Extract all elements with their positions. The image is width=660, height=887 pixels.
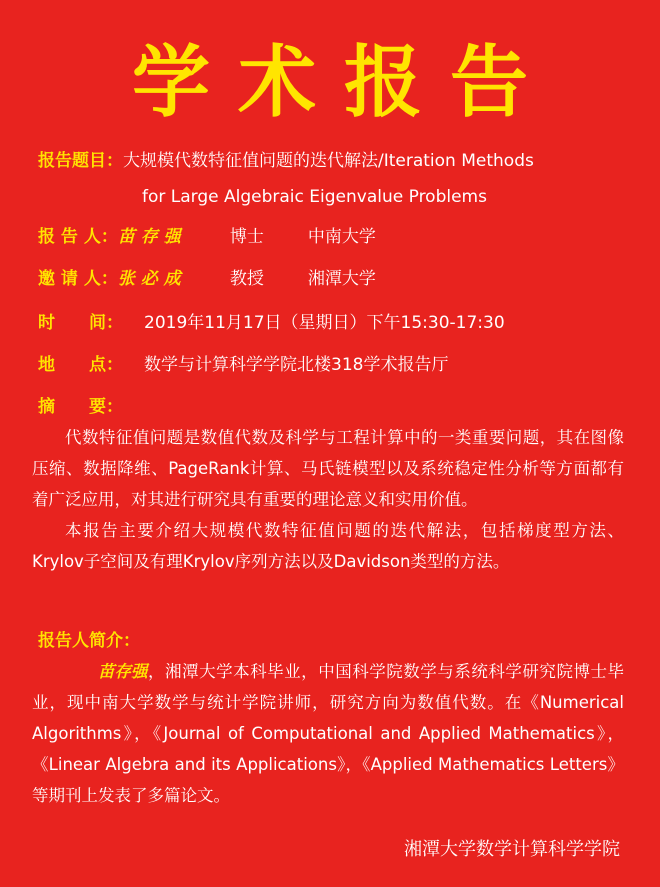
- bio-heading: [38, 630, 140, 652]
- abstract-paragraph-1: 代数特征值问题是数值代数及科学与工程计算中的一类重要问题，其在图像压缩、数据降维、PageRank计算、马氏链模型以及系统稳定性分析等方面都有着广泛应用，对其进行研究具有重要的理论意义和实用价值。: [32, 428, 624, 509]
- inviter-row: [38, 268, 376, 290]
- topic-line2-row: [142, 186, 487, 208]
- bio-name: 苗存强: [98, 662, 148, 681]
- time-label: 时 间：: [38, 313, 123, 333]
- speaker-row: [38, 226, 376, 248]
- topic-line1: 大规模代数特征值问题的迭代解法/Iteration Methods: [123, 151, 534, 171]
- place-row: [38, 354, 448, 376]
- abstract-label: 摘 要：: [38, 397, 123, 417]
- footer-org: 湘潭大学数学计算科学学院: [404, 839, 620, 860]
- abstract-paragraph-2: 本报告主要介绍大规模代数特征值问题的迭代解法，包括梯度型方法、Krylov子空间及有理Krylov序列方法以及Davidson类型的方法。: [32, 521, 624, 571]
- inviter-name: 张 必 成: [117, 269, 181, 289]
- bio-body: [32, 656, 624, 811]
- speaker-title: 博士: [229, 227, 264, 247]
- time-row: [38, 312, 505, 334]
- bio-label: 报告人简介：: [38, 631, 140, 651]
- bio-text: ，湘潭大学本科毕业，中国科学院数学与系统科学研究院博士毕业，现中南大学数学与统计学院讲师，研究方向为数值代数。在《Numerical Algorithms》，《Journal of Computational and Applied Mathematics》，《Linear Algebra and its Applications》，《Applied Mathematics Letters》等期刊上发表了多篇论文。: [32, 662, 624, 805]
- inviter-title: 教授: [229, 269, 264, 289]
- topic-label: 报告题目：: [38, 151, 123, 171]
- place-label: 地 点：: [38, 355, 123, 375]
- speaker-label: 报 告 人：: [38, 227, 118, 247]
- abstract-body: [32, 422, 624, 577]
- topic-row: [38, 150, 534, 172]
- speaker-org: 中南大学: [307, 227, 376, 247]
- poster-title: 学术报告: [131, 38, 556, 128]
- abstract-heading: [38, 396, 123, 418]
- bio-paragraph: [32, 656, 624, 811]
- time-value: 2019年11月17日（星期日）下午15:30-17:30: [144, 313, 505, 333]
- inviter-label: 邀 请 人：: [38, 269, 118, 289]
- speaker-name: 苗 存 强: [117, 227, 181, 247]
- place-value: 数学与计算科学学院北楼318学术报告厅: [144, 355, 449, 375]
- topic-line2: for Large Algebraic Eigenvalue Problems: [142, 187, 487, 207]
- inviter-org: 湘潭大学: [307, 269, 376, 289]
